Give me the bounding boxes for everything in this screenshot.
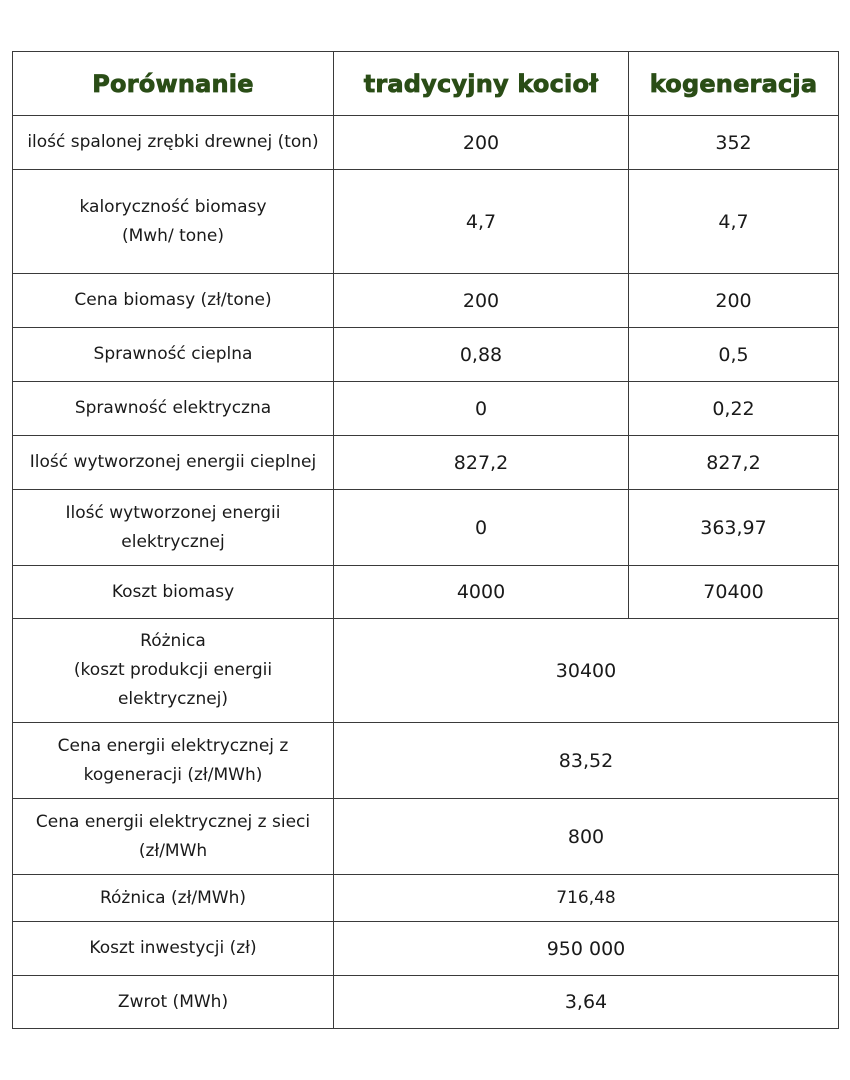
row-label: ilość spalonej zrębki drewnej (ton) [13, 116, 334, 170]
traditional-value: 0,88 [334, 328, 629, 382]
merged-value: 716,48 [334, 875, 839, 922]
table-row-merged [13, 922, 839, 976]
header-traditional-boiler: tradycyjny kocioł [334, 52, 629, 116]
row-label: Zwrot (MWh) [13, 976, 334, 1029]
cogeneration-value: 200 [629, 274, 839, 328]
row-label-line: kaloryczność biomasy [79, 196, 267, 217]
traditional-value: 827,2 [334, 436, 629, 490]
cogeneration-value: 827,2 [629, 436, 839, 490]
traditional-value: 0 [334, 490, 629, 566]
traditional-value: 4000 [334, 566, 629, 619]
merged-value: 950 000 [334, 922, 839, 976]
merged-value: 83,52 [334, 723, 839, 799]
table-row [13, 274, 839, 328]
table-row [13, 566, 839, 619]
traditional-value: 0 [334, 382, 629, 436]
row-label [13, 619, 334, 723]
table-row [13, 436, 839, 490]
row-label [13, 799, 334, 875]
merged-value: 800 [334, 799, 839, 875]
row-label-line: Ilość wytworzonej energii [65, 502, 281, 523]
row-label-line: elektrycznej) [117, 689, 229, 709]
row-label-line: (koszt produkcji energii [73, 660, 273, 680]
row-label: Koszt biomasy [13, 566, 334, 619]
row-label-line: (zł/MWh [138, 840, 208, 861]
table-row-merged [13, 799, 839, 875]
row-label: Różnica (zł/MWh) [13, 875, 334, 922]
table-row [13, 170, 839, 274]
table-row [13, 490, 839, 566]
traditional-value: 200 [334, 116, 629, 170]
row-label: Koszt inwestycji (zł) [13, 922, 334, 976]
header-row [13, 52, 839, 116]
table-row-merged [13, 619, 839, 723]
cogeneration-value: 352 [629, 116, 839, 170]
header-cogeneration: kogeneracja [629, 52, 839, 116]
traditional-value: 4,7 [334, 170, 629, 274]
merged-value: 3,64 [334, 976, 839, 1029]
row-label-line: (Mwh/ tone) [121, 225, 225, 246]
table-row [13, 328, 839, 382]
header-comparison: Porównanie [13, 52, 334, 116]
row-label [13, 490, 334, 566]
row-label-line: Różnica [140, 631, 206, 651]
row-label: Sprawność elektryczna [13, 382, 334, 436]
cogeneration-value: 70400 [629, 566, 839, 619]
table-row [13, 116, 839, 170]
table-row [13, 382, 839, 436]
table-row-merged [13, 976, 839, 1029]
row-label: Ilość wytworzonej energii cieplnej [13, 436, 334, 490]
table-row-merged [13, 723, 839, 799]
cogeneration-value: 4,7 [629, 170, 839, 274]
traditional-value: 200 [334, 274, 629, 328]
cogeneration-value: 363,97 [629, 490, 839, 566]
table-row-merged [13, 875, 839, 922]
comparison-table [12, 51, 839, 1029]
row-label [13, 723, 334, 799]
row-label-line: kogeneracji (zł/MWh) [83, 764, 263, 785]
row-label-line: Cena energii elektrycznej z [57, 735, 289, 756]
row-label [13, 170, 334, 274]
row-label-line: elektrycznej [121, 531, 225, 552]
row-label: Sprawność cieplna [13, 328, 334, 382]
merged-value: 30400 [334, 619, 839, 723]
cogeneration-value: 0,5 [629, 328, 839, 382]
row-label-line: Cena energii elektrycznej z sieci [35, 811, 311, 832]
cogeneration-value: 0,22 [629, 382, 839, 436]
row-label: Cena biomasy (zł/tone) [13, 274, 334, 328]
